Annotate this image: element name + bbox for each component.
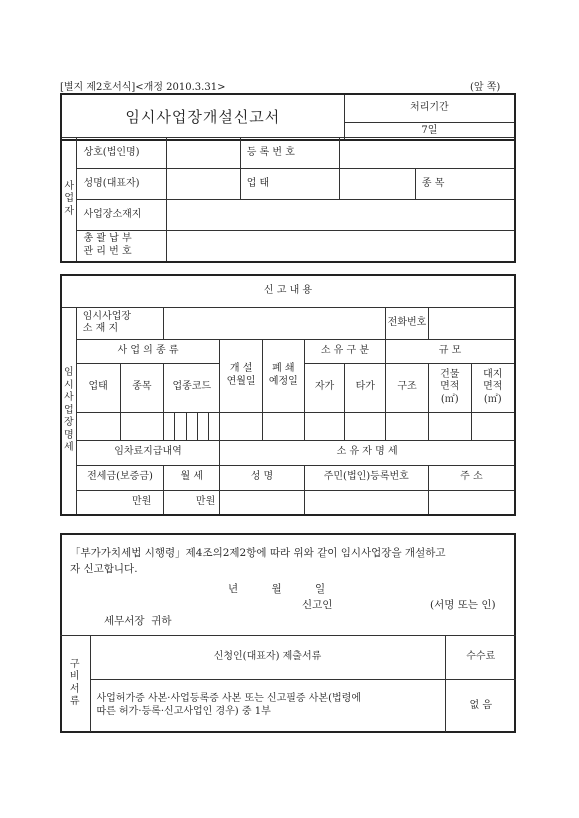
- lease-details-label: 임차료지급내역: [76, 440, 219, 465]
- item-label: 종 목: [415, 169, 515, 200]
- building-area-field[interactable]: [428, 412, 471, 440]
- item-col-label: 종목: [120, 363, 164, 412]
- owner-name-field[interactable]: [220, 490, 304, 515]
- phone-label: 전화번호: [386, 307, 429, 339]
- reporter-label: 신고인: [302, 599, 333, 611]
- resident-no-field[interactable]: [304, 490, 428, 515]
- declaration-date: 년 월 일: [228, 583, 326, 595]
- own-label: 자가: [304, 363, 345, 412]
- reg-no-field[interactable]: [340, 138, 515, 169]
- close-date-label: 폐 쇄 예정일: [262, 339, 304, 412]
- page-side: (앞 쪽): [470, 82, 501, 93]
- sign-label: (서명 또는 인): [430, 599, 496, 611]
- code-digit-3[interactable]: [186, 412, 197, 440]
- biz-type-field[interactable]: [76, 412, 120, 440]
- attachments-table: [60, 635, 516, 732]
- temp-location-field[interactable]: [164, 307, 386, 339]
- resident-no-label: 주민(법인)등록번호: [304, 465, 428, 490]
- building-area-label: 건물 면적 (㎡): [428, 363, 471, 412]
- land-area-label: 대지 면적 (㎡): [471, 363, 515, 412]
- report-section-title: 신 고 내 용: [61, 275, 515, 307]
- attachment-doc: 사업허가증 사본·사업등록증 사본 또는 신고필증 사본(법령에 따른 허가·등록·신고사업인 경우) 중 1부: [90, 680, 445, 732]
- business-type-label: 업 태: [240, 169, 340, 200]
- attachments-label: 구 비 서 류: [60, 636, 90, 732]
- ownership-label: 소 유 구 분: [304, 339, 385, 363]
- processing-value: 7일: [344, 122, 515, 140]
- biz-kind-label: 사 업 의 종 류: [76, 339, 219, 363]
- business-section: [60, 93, 516, 141]
- open-date-label: 개 설 연월일: [220, 339, 263, 412]
- mgmt-no-field[interactable]: [167, 231, 515, 262]
- addressee: 세무서장 귀하: [104, 615, 172, 627]
- fee-value: 없 음: [445, 680, 516, 732]
- own-field[interactable]: [304, 412, 345, 440]
- open-date-field[interactable]: [220, 412, 263, 440]
- code-label: 업종코드: [164, 363, 220, 412]
- temp-site-label: 임 시 사 업 장 명 세: [61, 307, 76, 515]
- location-field[interactable]: [167, 200, 515, 231]
- land-area-field[interactable]: [471, 412, 515, 440]
- name-label: 성명(대표자): [77, 169, 167, 200]
- name-field[interactable]: [167, 169, 241, 200]
- owner-details-label: 소 유 자 명 세: [220, 440, 515, 465]
- address-label: 주 소: [428, 465, 515, 490]
- location-label: 사업장소재지: [77, 200, 167, 231]
- deposit-field[interactable]: 만원: [76, 490, 164, 515]
- code-digit-4[interactable]: [197, 412, 208, 440]
- other-field[interactable]: [345, 412, 386, 440]
- monthly-field[interactable]: 만원: [164, 490, 220, 515]
- close-date-field[interactable]: [262, 412, 304, 440]
- attachments-header: 신청인(대표자) 제출서류: [90, 636, 445, 680]
- business-owner-label: 사 업 자: [61, 138, 77, 262]
- trade-name-field[interactable]: [167, 138, 241, 169]
- structure-field[interactable]: [386, 412, 429, 440]
- temp-location-label: 임시사업장 소 재 지: [76, 307, 164, 339]
- business-type-field[interactable]: [340, 169, 416, 200]
- scale-label: 규 모: [386, 339, 515, 363]
- owner-name-label: 성 명: [220, 465, 304, 490]
- business-info-table: [60, 137, 516, 263]
- code-digit-1[interactable]: [164, 412, 175, 440]
- processing-label: 처리기간: [344, 94, 515, 122]
- form-number: [별지 제2호서식]<개정 2010.3.31>: [60, 82, 226, 93]
- code-digit-2[interactable]: [175, 412, 186, 440]
- structure-label: 구조: [386, 363, 429, 412]
- code-digit-5[interactable]: [209, 412, 220, 440]
- monthly-label: 월 세: [164, 465, 220, 490]
- mgmt-no-label: 총 괄 납 부 관 리 번 호: [77, 231, 167, 262]
- declaration-box: [60, 533, 516, 733]
- deposit-label: 전세금(보증금): [76, 465, 164, 490]
- biz-type-label: 업태: [76, 363, 120, 412]
- item-field[interactable]: [120, 412, 164, 440]
- form-title: 임시사업장개설신고서: [61, 94, 344, 140]
- declaration-text: 「부가가치세법 시행령」제4조의2제2항에 따라 위와 같이 임시사업장을 개설하고 자 신고합니다.: [70, 547, 446, 576]
- reg-no-label: 등 록 번 호: [240, 138, 340, 169]
- fee-label: 수수료: [445, 636, 516, 680]
- other-label: 타가: [345, 363, 386, 412]
- trade-name-label: 상호(법인명): [77, 138, 167, 169]
- address-field[interactable]: [428, 490, 515, 515]
- report-table: [60, 274, 516, 516]
- phone-field[interactable]: [428, 307, 515, 339]
